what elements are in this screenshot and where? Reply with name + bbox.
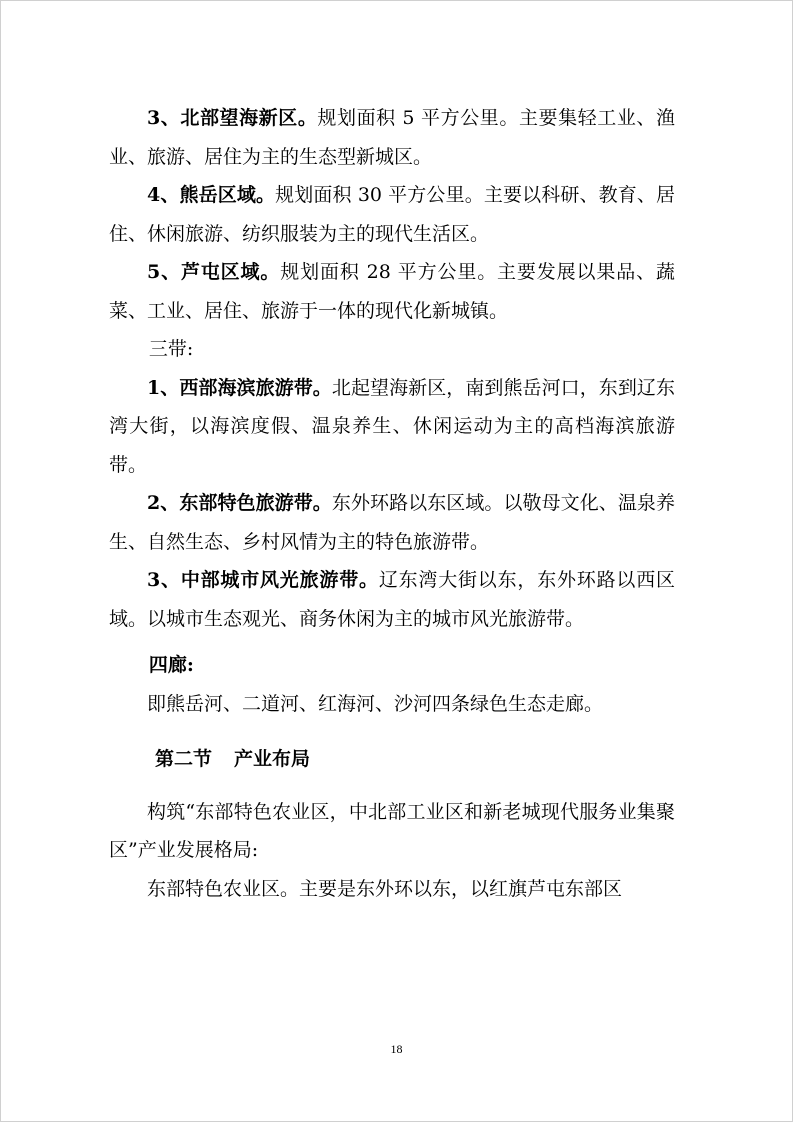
paragraph-north-wanghai xyxy=(109,99,675,176)
paragraph-east-agriculture: 东部特色农业区。主要是东外环以东，以红旗芦屯东部区 xyxy=(147,877,623,900)
paragraph-text: 辽东湾大街以东，东外环路以西区域。以城市生态观光、商务休闲为主的城市风光旅游带。 xyxy=(109,569,675,630)
paragraph-text: 规划面积 28 平方公里。主要发展以果品、蔬菜、工业、居住、旅游于一体的现代化新城镇。 xyxy=(109,261,675,322)
paragraph-lead: 2、东部特色旅游带。 xyxy=(147,492,332,514)
section-title xyxy=(109,740,675,779)
paragraph-lead: 3、北部望海新区。 xyxy=(147,107,318,129)
paragraph-text: 北起望海新区，南到熊岳河口，东到辽东湾大街，以海滨度假、温泉养生、休闲运动为主的高档海滨旅游带。 xyxy=(109,376,675,476)
paragraph-corridors: 即熊岳河、二道河、红海河、沙河四条绿色生态走廊。 xyxy=(147,692,604,715)
paragraph-lutun xyxy=(109,253,675,330)
paragraph-west-coast-belt xyxy=(109,369,675,485)
paragraph-central-city-belt xyxy=(109,561,675,638)
document-body xyxy=(109,99,675,908)
page-number: 18 xyxy=(390,1042,403,1056)
paragraph-xiongyue xyxy=(109,176,675,253)
paragraph-lead: 4、熊岳区域。 xyxy=(147,184,276,206)
paragraph-east-feature-belt xyxy=(109,484,675,561)
paragraph-text: 东外环路以东区域。以敬母文化、温泉养生、自然生态、乡村风情为主的特色旅游带。 xyxy=(109,492,675,553)
heading-four-corridors: 四廊: xyxy=(148,654,194,676)
paragraph-text: 规划面积 30 平方公里。主要以科研、教育、居住、休闲旅游、纺织服装为主的现代生活区。 xyxy=(109,184,675,245)
paragraph-lead: 3、中部城市风光旅游带。 xyxy=(147,569,379,591)
heading-three-belts: 三带: xyxy=(148,338,194,360)
paragraph-layout-pattern: 构筑“东部特色农业区，中北部工业区和新老城现代服务业集聚区”产业发展格局: xyxy=(109,800,675,861)
section-name: 产业布局 xyxy=(234,748,311,770)
paragraph-text: 规划面积 5 平方公里。主要集轻工业、渔业、旅游、居住为主的生态型新城区。 xyxy=(109,107,675,168)
paragraph-lead: 5、芦屯区域。 xyxy=(147,261,281,283)
paragraph-lead: 1、西部海滨旅游带。 xyxy=(147,376,332,399)
section-number: 第二节 xyxy=(155,748,213,770)
